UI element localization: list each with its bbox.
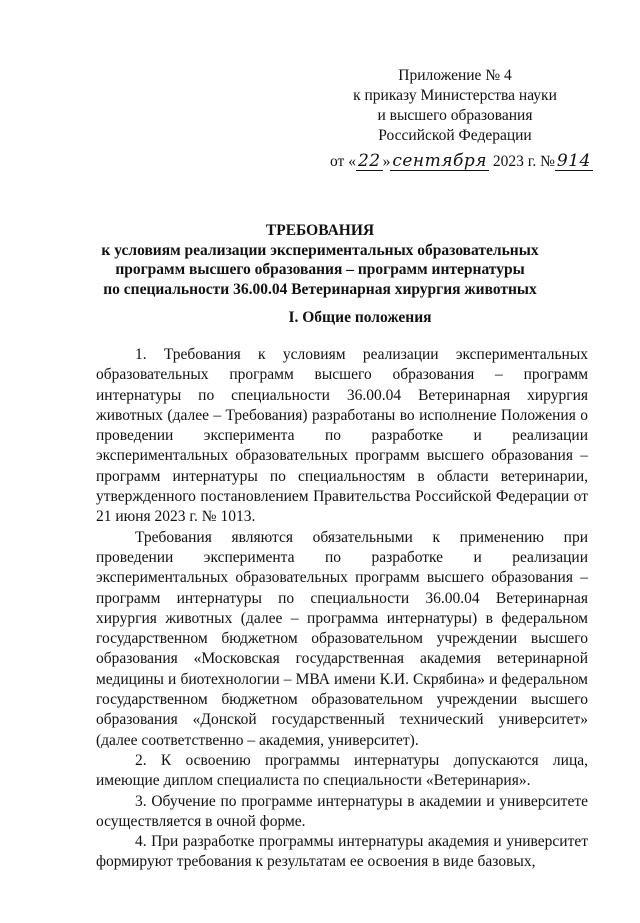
section-heading: I. Общие положения	[288, 309, 432, 326]
appendix-date-line	[330, 151, 591, 172]
paragraph-1: 1. Требования к условиям реализации экспериментальных образовательных программ высшего образования – программ интернатуры по специальности 36.00.04 Ветеринарная хирургия животных (далее – Требования) разработаны во исполнение Положения о проведении эксперимента по разработке и реализации экспериментальных образовательных программ высшего образования – программ интернатуры по специальностям в области ветеринарии, утвержденного постановлением Правительства Российской Федерации от 21 июня 2023 г. № 1013.	[96, 346, 588, 526]
handwritten-day: 22	[357, 151, 381, 171]
handwritten-order-number: 914	[556, 151, 591, 171]
document-title	[80, 221, 560, 299]
appendix-number: Приложение № 4	[398, 67, 512, 84]
paragraph-2: Требования являются обязательными к применению при проведении эксперимента по разработке и реализации экспериментальных образовательных программ высшего образования – программ интернатуры по специальности 36.00.04 Ветеринарная хирургия животных (далее – программа интернатуры) в федеральном государственном бюджетном образовательном учреждении высшего образования «Московская государственная академия ветеринарной медицины и биотехнологии – МВА имени К.И. Скрябина» и федеральном государственном бюджетном образовательном учреждении высшего образования «Донской государственный технический университет» (далее соответственно – академия, университет).	[96, 528, 588, 749]
appendix-country: Российской Федерации	[378, 127, 532, 144]
title-line-2: к условиям реализации экспериментальных образовательных	[101, 241, 539, 259]
appendix-ministry: и высшего образования	[377, 107, 533, 124]
appendix-header	[330, 66, 591, 172]
title-heading: ТРЕБОВАНИЯ	[265, 222, 375, 239]
appendix-order-ref: к приказу Министерства науки	[353, 87, 557, 104]
handwritten-month: сентября	[392, 151, 488, 171]
document-body	[96, 345, 588, 873]
paragraph-3: 2. К освоению программы интернатуры допускаются лица, имеющие диплом специалиста по специальности «Ветеринария».	[96, 751, 588, 790]
paragraph-5: 4. При разработке программы интернатуры академия и университет формируют требования к результатам ее освоения в виде базовых,	[96, 833, 588, 871]
title-line-3: программ высшего образования – программ интернатуры	[115, 261, 525, 278]
title-line-4: по специальности 36.00.04 Ветеринарная хирургия животных	[103, 280, 537, 298]
paragraph-4: 3. Обучение по программе интернатуры в академии и университете осуществляется в очной форме.	[96, 792, 588, 830]
date-separator: »	[382, 153, 391, 170]
date-prefix: от «	[330, 153, 356, 170]
date-year: 2023 г. №	[492, 153, 555, 170]
